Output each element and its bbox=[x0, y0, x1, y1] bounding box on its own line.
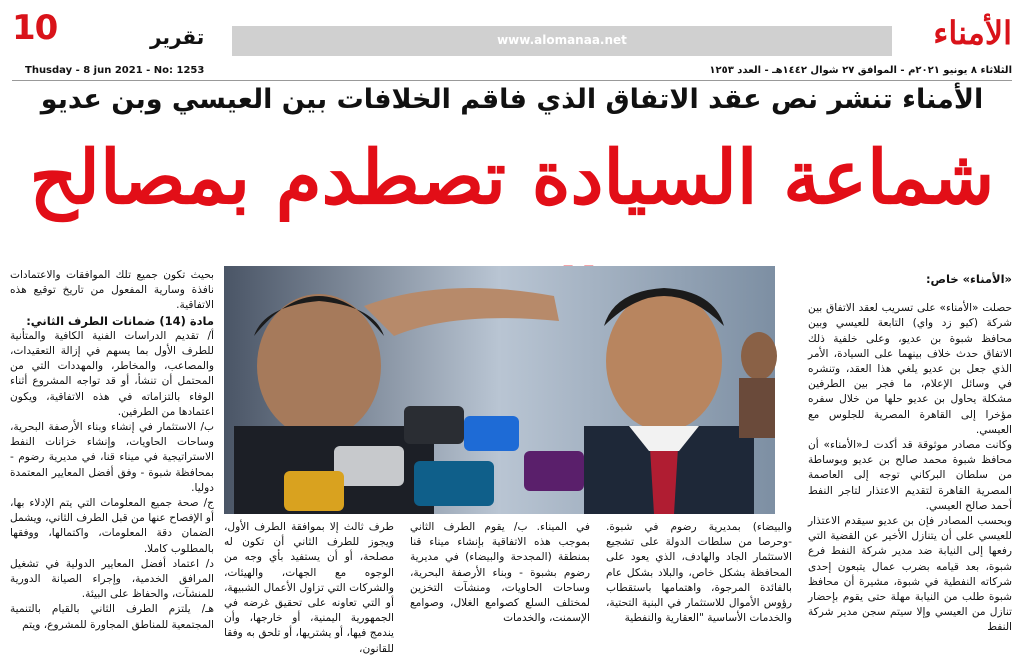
paragraph: طرف ثالث إلا بموافقة الطرف الأول، ويجوز للطرف الثاني أن تكون له مصلحة، أو أن يستفيد بأي وجه من الوجوه مع الجهات، والهيئات، والشركات التي تزاول الأعمال الشبيهة، أو التي تعاونه على تحقيق غرضه في الجمهورية اليمنية، أو خارجها، وأن يندمج فيها، أو يشتريها، أو تلحق به وفقا للقانون، bbox=[224, 521, 394, 655]
main-headline: شماعة السيادة تصطدم بمصالح bbox=[29, 135, 995, 221]
article-column-right bbox=[808, 272, 1012, 636]
article-column-below-2 bbox=[410, 520, 590, 636]
paragraph: في الميناء. ب/ يقوم الطرف الثاني بموجب هذه الاتفاقية بإنشاء ميناء قنا بمنطقة (المجدحة والبيضاء) في مديرية رضوم بشبوة - وبناء الأرصفة البحرية، وساحات الحاويات، ومنشآت التخزين لمختلف السلع كصوامع الغلال، وصوامع الإسمنت، والخدمات bbox=[410, 521, 590, 625]
paragraph: وكانت مصادر موثوقة قد أكدت لـ«الأمناء» أن محافظ شبوة محمد صالح بن عديو وبوساطة من سلطان البركاني توجه إلى العاصمة المصرية القاهرة لتقديم الاعتذار لتاجر النفط أحمد صالح العيسي. bbox=[808, 439, 1012, 512]
paragraph: د/ اعتماد أفضل المعايير الدولية في تشغيل المرافق الخدمية، وإجراء الصيانة الدورية للمنشآت، والحفاظ على البيئة. bbox=[10, 557, 214, 601]
page-number: 10 bbox=[12, 8, 58, 48]
news-photo bbox=[224, 266, 775, 514]
article-column-left bbox=[10, 268, 214, 636]
paragraph: والبيضاء) بمديرية رضوم في شبوة. -وحرصا من سلطات الدولة على تشجيع الاستثمار الجاد والهادف، الذي يعود على المحافظة بشكل خاص، والبلاد بشكل عام بالفائدة المرجوة، واهتمامها باستقطاب رؤوس الأموال للاستثمار في البنية التحتية، والخدمات الأساسية "العقارية والنفطية bbox=[606, 521, 792, 625]
article-column-below-3 bbox=[606, 520, 792, 636]
paragraph: وبحسب المصادر فإن بن عديو سيقدم الاعتذار للعيسي على أن يتنازل الأخير عن القضية التي رفعها إلى النيابة ضد مدير شركة النفط فرع شبوة، بعد قيامه بضرب عمال يتبعون إحدى شركاته النفطية في شبوة، مشيرة أن محافظ شبوة طلب من النيابة مهلة حتى يقوم بإحضار تنازل من العيسي وإلا سيتم سجن مدير شركة النفط bbox=[808, 515, 1012, 634]
article-column-below-1 bbox=[224, 520, 394, 655]
newspaper-logo: الأمناء bbox=[933, 14, 1012, 52]
issue-date-en: Thusday - 8 jun 2021 - No: 1253 bbox=[25, 65, 205, 76]
article-subheading: مادة (14) ضمانات الطرف الثاني: bbox=[26, 313, 214, 328]
section-label: تقرير bbox=[150, 25, 205, 49]
byline: «الأمناء» خاص: bbox=[925, 272, 1012, 286]
divider bbox=[12, 80, 1012, 81]
paragraph: ج/ صحة جميع المعلومات التي يتم الإدلاء بها، أو الإفصاح عنها من قبل الطرف الثاني، ويشمل الضمان دقة المعلومات، واكتمالها، ووفقها بالمطلوب كاملا. bbox=[10, 497, 214, 555]
paragraph: أ/ تقديم الدراسات الفنية الكافية والمتأنية للطرف الأول بما يسهم في إزالة التعقيدات، والمصاعب، والمخاطر، والمهددات التي من المحتمل أن تنشأ، أو قد تواجه المشروع أثناء الوفاء بالتزاماته في هذه الاتفاقية، ويكون اعتمادها من الطرفين. bbox=[10, 329, 214, 418]
issue-line bbox=[0, 62, 1024, 80]
header-bar bbox=[232, 26, 892, 56]
paragraph: حصلت «الأمناء» على تسريب لعقد الاتفاق بين شركة (كيو زد واي) التابعة للعيسي وبين محافظ شبوة بن عديو، وعلى خلفية ذلك الاتفاق حدث خلاف بينهما على السيادة، الأمر الذي جعل بن عديو يلغي هذا العقد، وتنشره في وسائل الإعلام، ما فجر بين الطرفين مشكلة يحاول بن عديو حلها من خلال سفره مؤخرا إلى القاهرة المصرية للجلوس مع العيسي. bbox=[808, 302, 1012, 436]
photo-illustration bbox=[224, 266, 775, 514]
site-url[interactable]: www.alomanaa.net bbox=[497, 33, 627, 47]
paragraph: هـ/ يلتزم الطرف الثاني بالقيام بالتنمية المجتمعية للمناطق المجاورة للمشروع، ويتم bbox=[10, 603, 214, 631]
kicker-headline: الأمناء تنشر نص عقد الاتفاق الذي فاقم الخلافات بين العيسي وبن عديو bbox=[40, 84, 984, 115]
masthead bbox=[0, 0, 1024, 62]
issue-date-ar: الثلاثاء ٨ يونيو ٢٠٢١م - الموافق ٢٧ شوال ١٤٤٢هـ - العدد ١٢٥٣ bbox=[709, 65, 1012, 76]
paragraph: ب/ الاستثمار في إنشاء وبناء الأرصفة البحرية، وساحات الحاويات، وإنشاء خزانات النفط الاستراتيجية في ميناء قنا، في مديرية رضوم - بمحافظة شبوة - وفق أفضل المعايير المعتمدة دوليا. bbox=[10, 421, 214, 494]
paragraph: بحيث تكون جميع تلك الموافقات والاعتمادات نافذة وسارية المفعول من تاريخ توقيع هذه الاتفاقية. bbox=[10, 269, 214, 312]
